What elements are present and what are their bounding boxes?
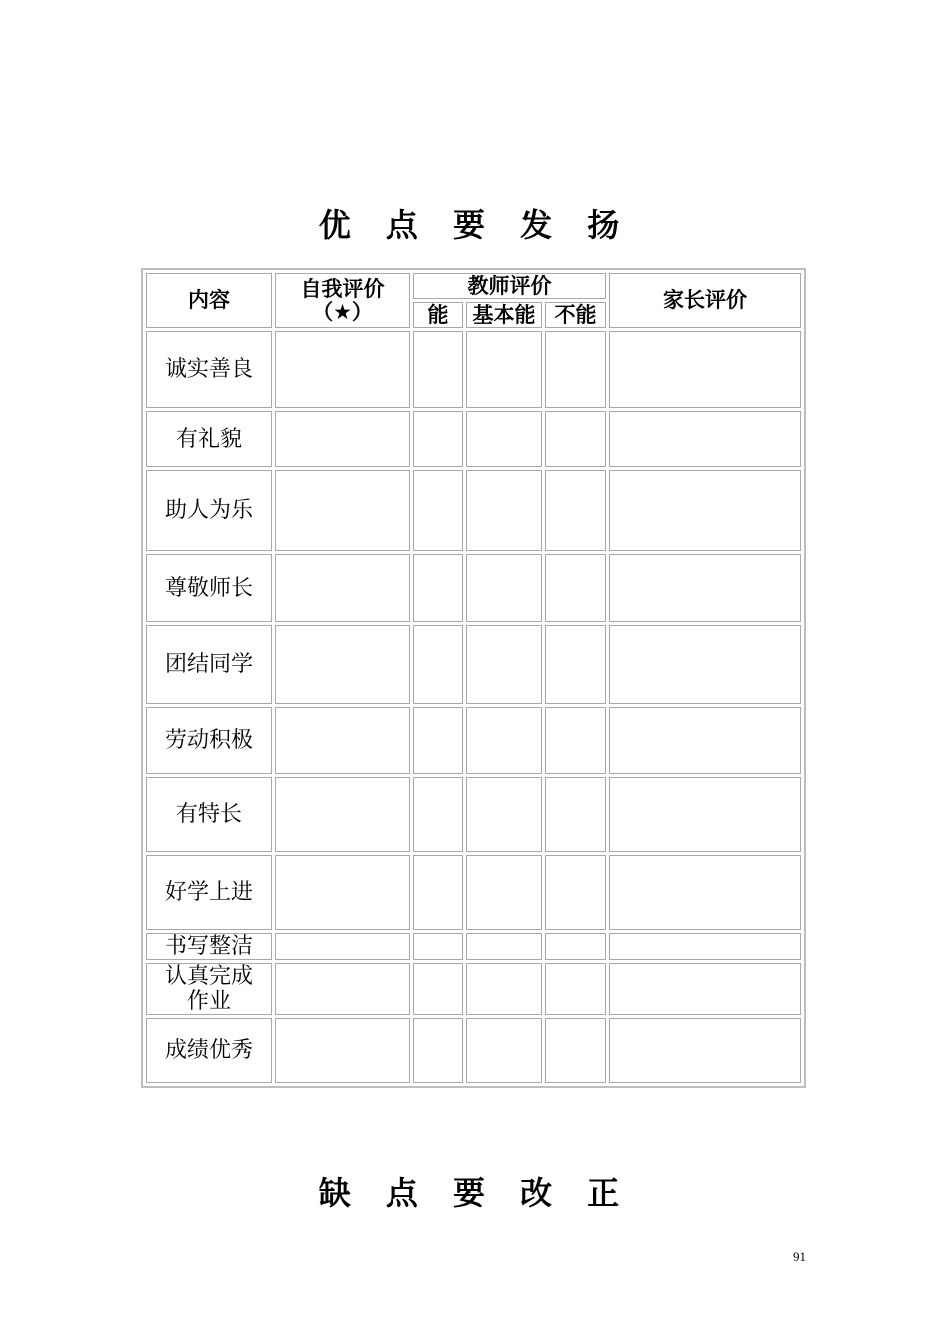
teacher-cannot-cell xyxy=(545,331,606,408)
parent-eval-cell xyxy=(609,855,801,930)
teacher-basic-cell xyxy=(466,554,542,622)
self-eval-cell xyxy=(275,331,410,408)
self-eval-cell xyxy=(275,554,410,622)
self-eval-cell xyxy=(275,933,410,960)
teacher-cannot-cell xyxy=(545,777,606,852)
teacher-basic-cell xyxy=(466,1018,542,1083)
row-item-label: 成绩优秀 xyxy=(146,1018,272,1083)
header-teacher-can: 能 xyxy=(413,302,463,328)
header-self-eval-note: （★） xyxy=(312,299,373,324)
teacher-basic-cell xyxy=(466,411,542,467)
table-row xyxy=(146,554,801,622)
table-row xyxy=(146,331,801,408)
self-eval-cell xyxy=(275,707,410,774)
self-eval-cell xyxy=(275,777,410,852)
parent-eval-cell xyxy=(609,470,801,551)
parent-eval-cell xyxy=(609,963,801,1015)
row-item-label: 好学上进 xyxy=(146,855,272,930)
table-row xyxy=(146,625,801,704)
teacher-basic-cell xyxy=(466,777,542,852)
row-item-label: 有特长 xyxy=(146,777,272,852)
teacher-can-cell xyxy=(413,1018,463,1083)
header-teacher-cannot: 不能 xyxy=(545,302,606,328)
table-row xyxy=(146,707,801,774)
table-row xyxy=(146,411,801,467)
self-eval-cell xyxy=(275,625,410,704)
table-row xyxy=(146,1018,801,1083)
teacher-can-cell xyxy=(413,331,463,408)
row-item-label: 助人为乐 xyxy=(146,470,272,551)
section-title-strengths: 优 点 要 发 扬 xyxy=(318,206,632,244)
row-item-label: 认真完成作业 xyxy=(146,963,272,1015)
row-item-label: 有礼貌 xyxy=(146,411,272,467)
teacher-can-cell xyxy=(413,855,463,930)
teacher-cannot-cell xyxy=(545,855,606,930)
row-item-label: 尊敬师长 xyxy=(146,554,272,622)
header-self-eval-label: 自我评价 xyxy=(300,276,385,301)
self-eval-cell xyxy=(275,411,410,467)
row-item-label: 书写整洁 xyxy=(146,933,272,960)
parent-eval-cell xyxy=(609,933,801,960)
teacher-basic-cell xyxy=(466,855,542,930)
teacher-basic-cell xyxy=(466,470,542,551)
parent-eval-cell xyxy=(609,554,801,622)
parent-eval-cell xyxy=(609,411,801,467)
teacher-can-cell xyxy=(413,470,463,551)
header-teacher-eval: 教师评价 xyxy=(413,273,606,299)
teacher-basic-cell xyxy=(466,707,542,774)
teacher-cannot-cell xyxy=(545,933,606,960)
teacher-can-cell xyxy=(413,554,463,622)
page-number: 91 xyxy=(793,1249,806,1264)
teacher-cannot-cell xyxy=(545,411,606,467)
section-title-weaknesses: 缺 点 要 改 正 xyxy=(318,1174,632,1212)
teacher-basic-cell xyxy=(466,933,542,960)
teacher-cannot-cell xyxy=(545,707,606,774)
row-item-label: 团结同学 xyxy=(146,625,272,704)
teacher-basic-cell xyxy=(466,625,542,704)
teacher-cannot-cell xyxy=(545,963,606,1015)
teacher-basic-cell xyxy=(466,331,542,408)
teacher-cannot-cell xyxy=(545,1018,606,1083)
evaluation-table xyxy=(141,268,806,1088)
teacher-basic-cell xyxy=(466,963,542,1015)
self-eval-cell xyxy=(275,963,410,1015)
parent-eval-cell xyxy=(609,777,801,852)
header-teacher-basic: 基本能 xyxy=(466,302,542,328)
self-eval-cell xyxy=(275,470,410,551)
table-row xyxy=(146,777,801,852)
header-parent-eval: 家长评价 xyxy=(609,273,801,328)
table-row xyxy=(146,855,801,930)
teacher-can-cell xyxy=(413,625,463,704)
table-row xyxy=(146,933,801,960)
parent-eval-cell xyxy=(609,707,801,774)
table-body xyxy=(146,331,801,1083)
teacher-can-cell xyxy=(413,963,463,1015)
teacher-cannot-cell xyxy=(545,470,606,551)
parent-eval-cell xyxy=(609,1018,801,1083)
teacher-can-cell xyxy=(413,933,463,960)
header-content: 内容 xyxy=(146,273,272,328)
parent-eval-cell xyxy=(609,625,801,704)
self-eval-cell xyxy=(275,1018,410,1083)
table-row xyxy=(146,963,801,1015)
row-item-label: 劳动积极 xyxy=(146,707,272,774)
header-self-eval xyxy=(275,273,410,328)
self-eval-cell xyxy=(275,855,410,930)
teacher-cannot-cell xyxy=(545,625,606,704)
row-item-label: 诚实善良 xyxy=(146,331,272,408)
teacher-can-cell xyxy=(413,707,463,774)
teacher-cannot-cell xyxy=(545,554,606,622)
table-row xyxy=(146,470,801,551)
parent-eval-cell xyxy=(609,331,801,408)
teacher-can-cell xyxy=(413,777,463,852)
teacher-can-cell xyxy=(413,411,463,467)
